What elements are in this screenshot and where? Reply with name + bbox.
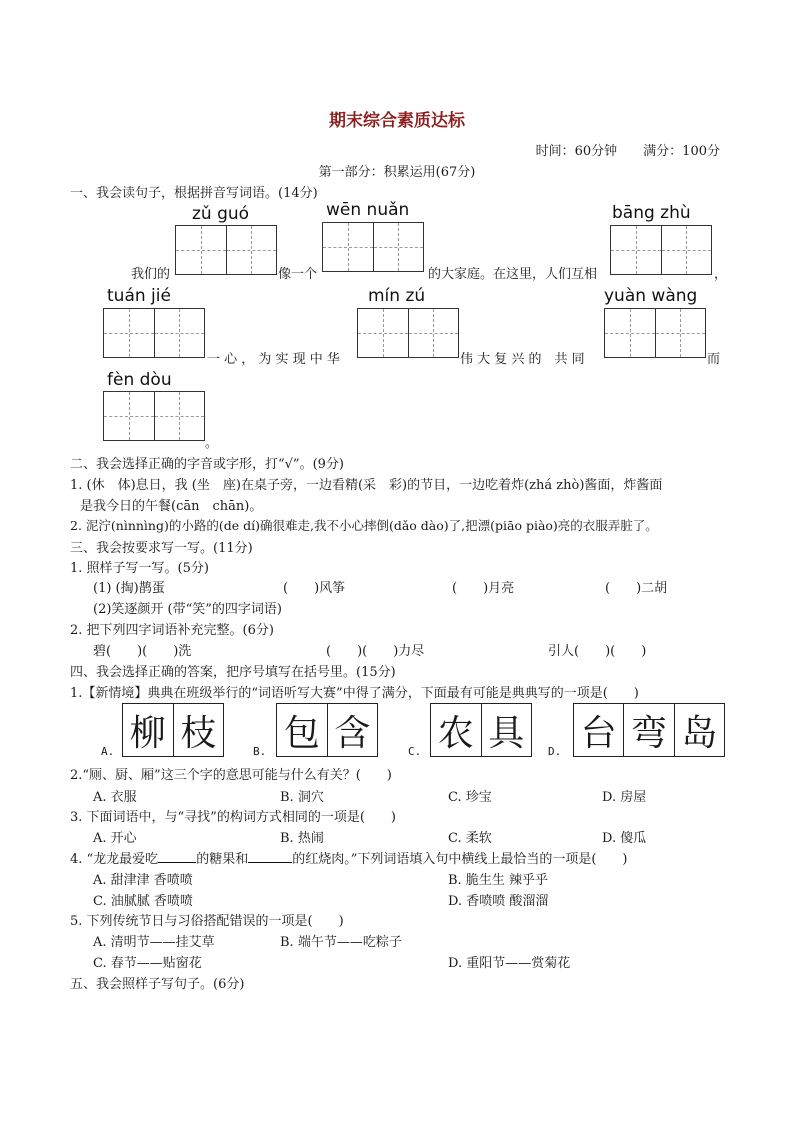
s4-q1-opt-c-box	[430, 703, 532, 757]
s4-q2-opt-a: A. 衣服	[93, 790, 137, 805]
s4-q1-opt-a-char-1: 柳	[129, 712, 166, 754]
s3-r3-1: 碧( )( )洗	[93, 644, 192, 659]
s3-r3-3: 引人( )( )	[548, 644, 647, 659]
s4-q4-part2: 的糖果和	[196, 852, 249, 867]
s4-q5: 5. 下列传统节日与习俗搭配错误的一项是( )	[70, 914, 344, 929]
s4-q3: 3. 下面词语中，与“寻找”的构词方式相同的一项是( )	[70, 810, 396, 825]
pinyin-7: fèn dòu	[107, 370, 172, 390]
s4-q3-opt-b: B. 热闹	[280, 831, 324, 846]
pinyin-6: yuàn wàng	[604, 286, 698, 306]
s3-r3-2: ( )( )力尽	[326, 644, 425, 659]
s4-q4-part3: 的红烧肉。”下列词语填入句中横线上最恰当的一项是( )	[292, 852, 628, 867]
section-4-heading: 四、我会选择正确的答案，把序号填写在括号里。(15分)	[70, 665, 396, 680]
s4-q2-opt-d: D. 房屋	[602, 790, 647, 805]
s4-q1-opt-b-char-1: 包	[283, 712, 320, 754]
s4-q4-opt-b: B. 脆生生 辣乎乎	[448, 873, 548, 888]
s3-q1: 1. 照样子写一写。(5分)	[70, 561, 209, 576]
text-line1-d: ，	[714, 267, 728, 282]
s4-q5-opt-d: D. 重阳节——赏菊花	[448, 956, 571, 971]
s2-q1-line1: 1. (休 体)息日，我 (坐 座)在桌子旁，一边看精(采 彩)的节目，一边吃着炸(zhá zhò)酱面，炸酱面	[70, 478, 663, 493]
pinyin-4: tuán jié	[107, 286, 171, 306]
pinyin-5: mín zú	[368, 286, 426, 306]
s4-q1-opt-b-char-2: 含	[327, 704, 378, 756]
s4-q5-opt-c: C. 春节——贴窗花	[93, 956, 202, 971]
s4-q2: 2.“厕、厨、厢”这三个字的意思可能与什么有关？( )	[70, 768, 392, 783]
exam-meta: 时间：60分钟 满分：100分	[535, 144, 720, 159]
s4-q3-opt-d: D. 傻瓜	[602, 831, 647, 846]
s3-r2: (2)笑逐颜开 (带“笑”的四字词语)	[93, 602, 282, 617]
answer-grid-4[interactable]	[103, 308, 205, 358]
s4-q4-opt-d: D. 香喷喷 酸溜溜	[448, 894, 549, 909]
s4-q1-opt-c-char-2: 具	[481, 704, 532, 756]
text-line2-b: 伟 大 复 兴 的 共 同	[460, 352, 585, 367]
text-line1-a: 我们的	[131, 267, 171, 282]
s4-q4-blank-2[interactable]	[248, 850, 292, 863]
s4-q4-part1: 4. “龙龙最爱吃	[70, 852, 159, 867]
text-line2-a: 一 心 ， 为 实 现 中 华	[207, 352, 340, 367]
page-title: 期末综合素质达标	[329, 111, 465, 131]
s4-q2-opt-c: C. 珍宝	[448, 790, 492, 805]
s3-r1-2: ( )风筝	[283, 581, 346, 596]
pinyin-2: wēn nuǎn	[326, 200, 410, 220]
section-3-heading: 三、我会按要求写一写。(11分)	[70, 541, 253, 556]
s3-r1-3: ( )月亮	[452, 581, 515, 596]
s4-q5-opt-b: B. 端午节——吃粽子	[280, 935, 402, 950]
s3-q2: 2. 把下列四字词语补充完整。(6分)	[70, 623, 274, 638]
s4-q1-opt-a-box	[122, 703, 224, 757]
s4-q1-opt-d-char-2: 弯	[623, 704, 673, 756]
s4-q1-opt-c-char-1: 农	[437, 712, 474, 754]
s4-q4-blank-1[interactable]	[158, 850, 196, 863]
text-line3: 。	[205, 436, 219, 451]
s4-q2-opt-b: B. 洞穴	[280, 790, 324, 805]
s4-q1-opt-a-char-2: 枝	[173, 704, 224, 756]
answer-grid-7[interactable]	[103, 391, 205, 441]
text-line1-c: 的大家庭。在这里，人们互相	[428, 267, 598, 282]
s4-q5-opt-a: A. 清明节——挂艾草	[93, 935, 215, 950]
s4-q4	[70, 848, 628, 867]
section-2-heading: 二、我会选择正确的字音或字形，打“√”。(9分)	[70, 457, 344, 472]
s4-q1-opt-d-char-3: 岛	[674, 704, 724, 756]
text-line1-b: 像一个	[278, 267, 318, 282]
pinyin-3: bāng zhù	[612, 203, 691, 223]
s4-q1-opt-d-box	[573, 703, 725, 757]
s3-r1-1: (1) (掏)鹊蛋	[93, 581, 165, 596]
answer-grid-5[interactable]	[357, 308, 459, 358]
pinyin-1: zǔ guó	[192, 204, 250, 224]
text-line2-c: 而	[707, 352, 721, 367]
s4-q1-opt-b-letter: B.	[253, 745, 267, 758]
answer-grid-6[interactable]	[604, 308, 706, 358]
section-5-heading: 五、我会照样子写句子。(6分)	[70, 977, 245, 992]
answer-grid-1[interactable]	[175, 225, 277, 275]
s4-q3-opt-c: C. 柔软	[448, 831, 492, 846]
section-1-heading: 一、我会读句子，根据拼音写词语。(14分)	[70, 186, 318, 201]
s4-q4-opt-a: A. 甜津津 香喷喷	[93, 873, 193, 888]
s4-q1-opt-d-letter: D.	[548, 745, 562, 758]
s2-q2: 2. 泥泞(nìnnìng)的小路的(de dí)确很难走,我不小心摔倒(dǎo dào)了,把漂(piāo piào)亮的衣服弄脏了。	[70, 518, 658, 533]
s2-q1-line2: 是我今日的午餐(cān chān)。	[80, 499, 263, 514]
s4-q1-opt-a-letter: A.	[101, 745, 115, 758]
s3-r1-4: ( )二胡	[605, 581, 668, 596]
s4-q1-opt-c-letter: C.	[408, 745, 422, 758]
answer-grid-2[interactable]	[322, 222, 424, 272]
part-heading: 第一部分：积累运用(67分)	[318, 165, 476, 180]
s4-q1: 1.【新情境】典典在班级举行的“词语听写大赛”中得了满分，下面最有可能是典典写的一项是( )	[70, 686, 639, 701]
s4-q4-opt-c: C. 油腻腻 香喷喷	[93, 894, 193, 909]
s4-q1-opt-b-box	[276, 703, 378, 757]
s4-q1-opt-d-char-1: 台	[580, 712, 617, 754]
s4-q3-opt-a: A. 开心	[93, 831, 137, 846]
answer-grid-3[interactable]	[610, 225, 712, 275]
